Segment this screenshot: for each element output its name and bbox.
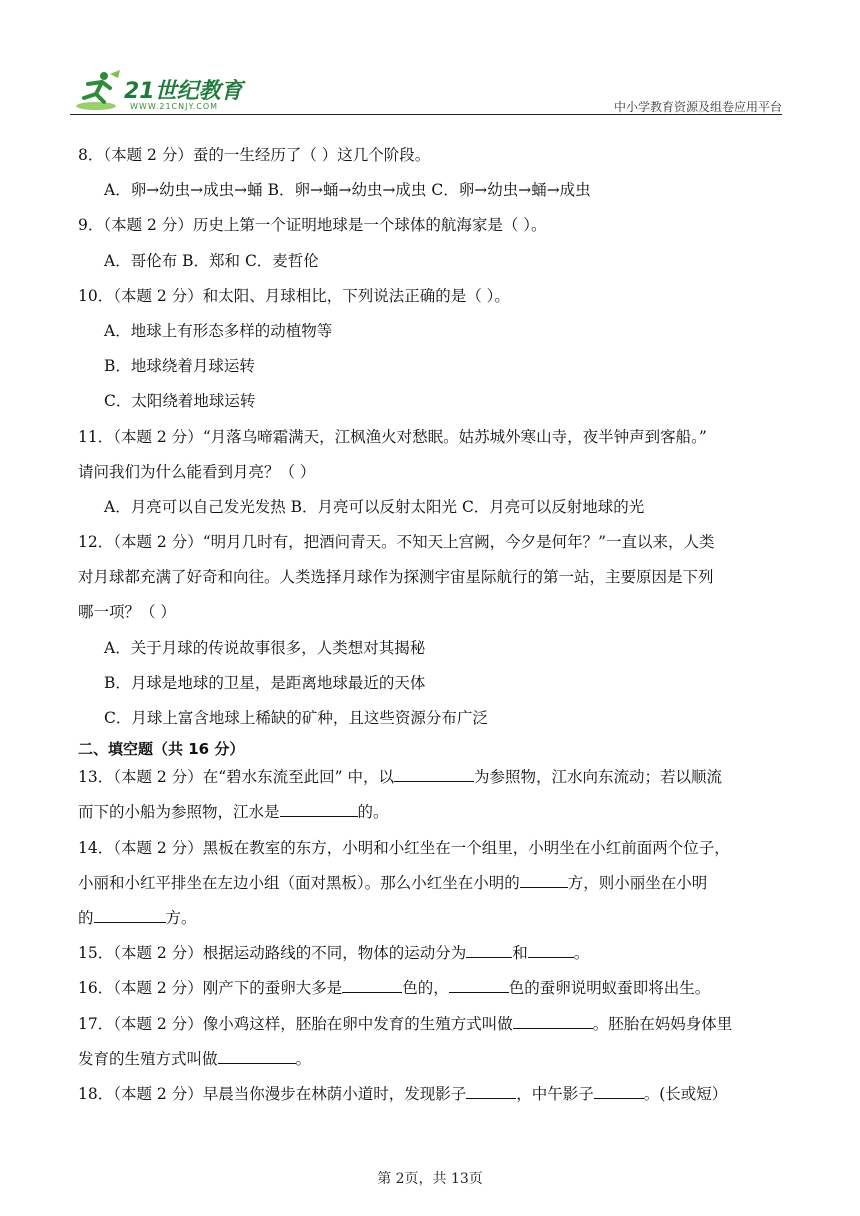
question-13-cont: [78, 795, 782, 830]
answer-blank[interactable]: [520, 873, 568, 888]
page-number: 第 2页，共 13页: [377, 1171, 483, 1187]
question-18-text: 。(长或短）: [643, 1084, 728, 1103]
question-16-text: 色的蚕卵说明蚁蚕即将出生。: [508, 979, 711, 998]
question-11-cont: 请问我们为什么能看到月亮？（ ）: [78, 462, 316, 481]
question-16-text: 色的，: [402, 979, 449, 998]
question-9: 9．（本题 2 分）历史上第一个证明地球是一个球体的航海家是（ ）。: [78, 216, 547, 235]
question-11-options: A．月亮可以自己发光发热 B．月亮可以反射太阳光 C．月亮可以反射地球的光: [104, 497, 645, 516]
question-15-text: 和: [512, 944, 528, 963]
question-10: 10．（本题 2 分）和太阳、月球相比，下列说法正确的是（ ）。: [78, 286, 510, 305]
answer-blank[interactable]: [94, 908, 166, 923]
question-15-text: 15．（本题 2 分）根据运动路线的不同，物体的运动分为: [78, 944, 467, 963]
platform-name: 中小学教育资源及组卷应用平台: [613, 100, 782, 114]
question-9-options: A．哥伦布 B．郑和 C．麦哲伦: [104, 251, 319, 270]
answer-blank[interactable]: [449, 978, 509, 993]
logo-text: 21世纪教育: [124, 79, 243, 104]
answer-blank[interactable]: [466, 943, 512, 958]
question-17-text: 。: [295, 1049, 312, 1068]
question-15: [78, 936, 782, 971]
question-10-option-c: C．太阳绕着地球运转: [104, 392, 256, 411]
question-10-option-a: A．地球上有形态多样的动植物等: [104, 321, 333, 340]
question-12-option-a: A．关于月球的传说故事很多，人类想对其揭秘: [104, 638, 426, 657]
question-10-option-b: B．地球绕着月球运转: [104, 357, 255, 376]
question-12-option-c: C．月球上富含地球上稀缺的矿种，且这些资源分布广泛: [104, 709, 488, 727]
question-17-text: 。胚胎在妈妈身体里: [592, 1014, 733, 1033]
answer-blank[interactable]: [394, 767, 474, 782]
question-14-text: 方，则小丽坐在小明: [567, 873, 708, 892]
question-15-text: 。: [573, 944, 590, 963]
question-13-text: 而下的小船为参照物，江水是: [78, 803, 280, 822]
question-18-text: ，中午影子: [516, 1084, 594, 1103]
question-13-text: 为参照物，江水向东流动；若以顺流: [473, 768, 722, 787]
answer-blank[interactable]: [218, 1049, 296, 1064]
logo-url: WWW.21CNJY.COM: [130, 102, 219, 111]
question-13: [78, 760, 782, 795]
question-8-options: A．卵→幼虫→成虫→蛹 B．卵→蛹→幼虫→成虫 C．卵→幼虫→蛹→成虫: [104, 181, 591, 200]
question-11: 11．（本题 2 分）“月落乌啼霜满天，江枫渔火对愁眠。姑苏城外寒山寺，夜半钟声到客船。”: [78, 427, 707, 446]
answer-blank[interactable]: [280, 802, 358, 817]
question-17-text: 17．（本题 2 分）像小鸡这样，胚胎在卵中发育的生殖方式叫做: [78, 1014, 513, 1033]
question-14: 14．（本题 2 分）黑板在教室的东方，小明和小红坐在一个组里，小明坐在小红前面两个位子，: [78, 838, 730, 857]
question-12-cont: 对月球都充满了好奇和向往。人类选择月球作为探测宇宙星际航行的第一站，主要原因是下列: [78, 568, 714, 587]
answer-blank[interactable]: [528, 943, 574, 958]
answer-blank[interactable]: [466, 1084, 516, 1099]
question-16-text: 16．（本题 2 分）刚产下的蚕卵大多是: [78, 979, 343, 998]
question-17: [78, 1007, 782, 1042]
answer-blank[interactable]: [594, 1084, 644, 1099]
header-divider: [70, 114, 782, 115]
question-17-cont: [78, 1042, 782, 1077]
site-logo: [74, 68, 284, 112]
question-18: [78, 1077, 782, 1112]
question-14-cont2: [78, 901, 782, 936]
question-12: 12．（本题 2 分）“明月几时有，把酒问青天。不知天上宫阙，今夕是何年？”一直以来，人类: [78, 533, 715, 552]
runner-logo-icon: [74, 68, 122, 112]
question-16: [78, 971, 782, 1006]
question-17-text: 发育的生殖方式叫做: [78, 1049, 218, 1068]
question-13-text: 的。: [357, 803, 389, 822]
question-14-cont: [78, 866, 782, 901]
section-heading-fill-in: 二、填空题（共 16 分）: [78, 740, 245, 759]
question-12-option-b: B．月球是地球的卫星，是距离地球最近的天体: [104, 673, 426, 692]
question-12-cont2: 哪一项？（ ）: [78, 603, 176, 622]
question-14-text: 小丽和小红平排坐在左边小组（面对黑板）。那么小红坐在小明的: [78, 873, 520, 892]
question-14-text: 的: [78, 908, 94, 927]
question-18-text: 18．（本题 2 分）早晨当你漫步在林荫小道时，发现影子: [78, 1084, 467, 1103]
question-13-text: 13．（本题 2 分）在“碧水东流至此回” 中，以: [78, 768, 394, 787]
question-14-text: 方。: [165, 908, 197, 927]
question-8: 8．（本题 2 分）蚕的一生经历了（ ）这几个阶段。: [78, 146, 431, 164]
answer-blank[interactable]: [513, 1014, 593, 1029]
page-header: [70, 62, 782, 116]
exam-content: [78, 138, 782, 1112]
answer-blank[interactable]: [342, 978, 402, 993]
